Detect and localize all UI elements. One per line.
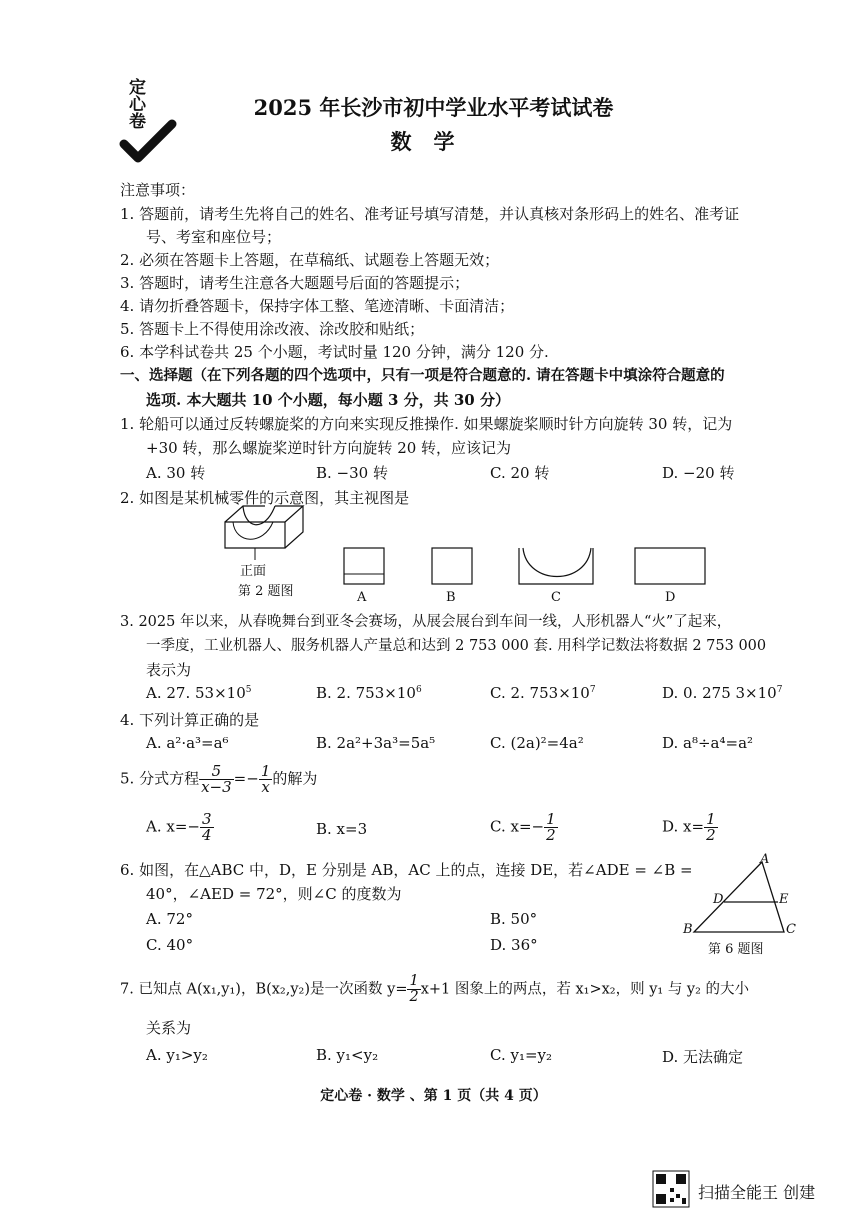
q4-option-d: D. a⁸÷a⁴=a² bbox=[662, 734, 754, 752]
q3-option-a: A. 27. $53\times 10^5$ bbox=[146, 684, 252, 702]
qr-code-icon bbox=[652, 1170, 690, 1208]
q7-option-c: C. y₁=y₂ bbox=[490, 1046, 553, 1064]
q1-option-a: A. 30 转 bbox=[146, 464, 206, 482]
page-title: 2025 年长沙市初中学业水平考试试卷 bbox=[253, 95, 614, 120]
q2-option-a-figure bbox=[342, 546, 388, 588]
q6-figure-caption: 第 6 题图 bbox=[708, 942, 764, 957]
q2-stem: 2. 如图是某机械零件的示意图，其主视图是 bbox=[120, 489, 410, 507]
q2-label-b: B bbox=[446, 590, 456, 605]
q5-option-b: B. x=3 bbox=[316, 820, 368, 838]
q3-stem-cont2: 表示为 bbox=[146, 661, 192, 679]
q7-stem-cont: 关系为 bbox=[146, 1019, 192, 1037]
notice-item: 2. 必须在答题卡上答题，在草稿纸、试题卷上答题无效； bbox=[120, 251, 500, 269]
q6-option-c: C. 40° bbox=[146, 936, 194, 954]
q6-point-b: B bbox=[683, 922, 693, 937]
page-subtitle: 数学 bbox=[390, 129, 477, 154]
page-footer: 定心卷 · 数学 、第 1 页（共 4 页） bbox=[320, 1088, 547, 1104]
q3-option-c: C. 2. $753\times 10^7$ bbox=[490, 684, 596, 702]
notice-item: 5. 答题卡上不得使用涂改液、涂改胶和贴纸； bbox=[120, 320, 425, 338]
q1-option-b: B. −30 转 bbox=[316, 464, 388, 482]
q3-option-b: B. 2. $753\times 10^6$ bbox=[316, 684, 422, 702]
q6-point-e: E bbox=[779, 892, 789, 907]
q3-stem-cont: 一季度，工业机器人、服务机器人产量总和达到 2 753 000 套. 用科学记数法将数据 2 753 000 bbox=[146, 638, 767, 654]
q6-point-c: C bbox=[786, 922, 796, 937]
q4-option-b: B. 2a²+3a³=5a⁵ bbox=[316, 734, 436, 752]
q7-option-d: D. 无法确定 bbox=[662, 1048, 744, 1066]
notice-item: 1. 答题前，请考生先将自己的姓名、准考证号填写清楚，并认真核对条形码上的姓名、准考证 bbox=[120, 205, 740, 223]
q4-option-a: A. a²·a³=a⁶ bbox=[146, 734, 229, 752]
q7-option-a: A. y₁>y₂ bbox=[146, 1046, 208, 1064]
q1-stem-cont: +30 转，那么螺旋桨逆时针方向旋转 20 转，应该记为 bbox=[146, 439, 512, 457]
q6-option-a: A. 72° bbox=[146, 910, 193, 928]
q5-option-c: C. x=− $\frac{1}{2}$ bbox=[490, 810, 556, 844]
q2-option-d-figure bbox=[633, 546, 709, 588]
q4-stem: 4. 下列计算正确的是 bbox=[120, 711, 260, 729]
q2-option-c-figure bbox=[517, 546, 597, 588]
q2-label-d: D bbox=[665, 590, 676, 605]
q2-label-a: A bbox=[357, 590, 367, 605]
notice-item: 号、考室和座位号； bbox=[146, 228, 282, 246]
q1-stem: 1. 轮船可以通过反转螺旋桨的方向来实现反推操作. 如果螺旋桨顺时针方向旋转 30 转，记为 bbox=[120, 415, 733, 433]
q6-point-d: D bbox=[713, 892, 724, 907]
logo-text: 定心卷 bbox=[125, 78, 145, 129]
q5-option-a: A. x=− $\frac{3}{4}$ bbox=[146, 810, 212, 844]
notice-item: 4. 请勿折叠答题卡，保持字体工整、笔迹清晰、卡面清洁； bbox=[120, 297, 515, 315]
q7-stem: 7. 已知点 A(x₁,y₁)，B(x₂,y₂)是一次函数 y= $\frac{1}{2}$ x+1 图象上的两点，若 x₁>x₂，则 y₁ 与 y₂ 的大小 bbox=[120, 973, 750, 1005]
section-heading-cont: 选项. 本大题共 10 个小题，每小题 3 分，共 30 分） bbox=[146, 391, 510, 409]
q6-point-a: A bbox=[760, 852, 770, 867]
notice-item: 6. 本学科试卷共 25 个小题，考试时量 120 分钟，满分 120 分. bbox=[120, 343, 549, 361]
q2-front-label: 正面 bbox=[240, 564, 267, 579]
notice-item: 3. 答题时，请考生注意各大题题号后面的答题提示； bbox=[120, 274, 470, 292]
q6-stem-cont: 40°，∠AED = 72°，则∠C 的度数为 bbox=[146, 885, 402, 903]
q5-option-d: D. x= $\frac{1}{2}$ bbox=[662, 810, 716, 844]
q6-stem: 6. 如图，在△ABC 中，D，E 分别是 AB，AC 上的点，连接 DE，若∠ADE = ∠B = bbox=[120, 861, 693, 879]
q4-option-c: C. (2a)²=4a² bbox=[490, 734, 584, 752]
q1-option-c: C. 20 转 bbox=[490, 464, 550, 482]
q2-option-b-figure bbox=[430, 546, 476, 588]
q7-option-b: B. y₁<y₂ bbox=[316, 1046, 379, 1064]
notice-heading: 注意事项： bbox=[120, 181, 196, 199]
scanner-watermark: 扫描全能王 创建 bbox=[698, 1183, 816, 1202]
q3-stem: 3. 2025 年以来，从春晚舞台到亚冬会赛场，从展会展台到车间一线，人形机器人“火”了起来， bbox=[120, 614, 732, 630]
q3-option-d: D. 0. 275 $3\times 10^7$ bbox=[662, 684, 783, 702]
q6-option-b: B. 50° bbox=[490, 910, 538, 928]
q2-figure-caption: 第 2 题图 bbox=[238, 584, 294, 599]
section-heading: 一、选择题（在下列各题的四个选项中，只有一项是符合题意的. 请在答题卡中填涂符合题意的 bbox=[120, 367, 725, 384]
q2-part-figure bbox=[215, 500, 315, 562]
q2-label-c: C bbox=[551, 590, 561, 605]
q5-stem: 5. 分式方程 $\frac{5}{x-3}$ =− $\frac{1}{x}$ 的解为 bbox=[120, 762, 318, 796]
q6-option-d: D. 36° bbox=[490, 936, 538, 954]
q1-option-d: D. −20 转 bbox=[662, 464, 735, 482]
